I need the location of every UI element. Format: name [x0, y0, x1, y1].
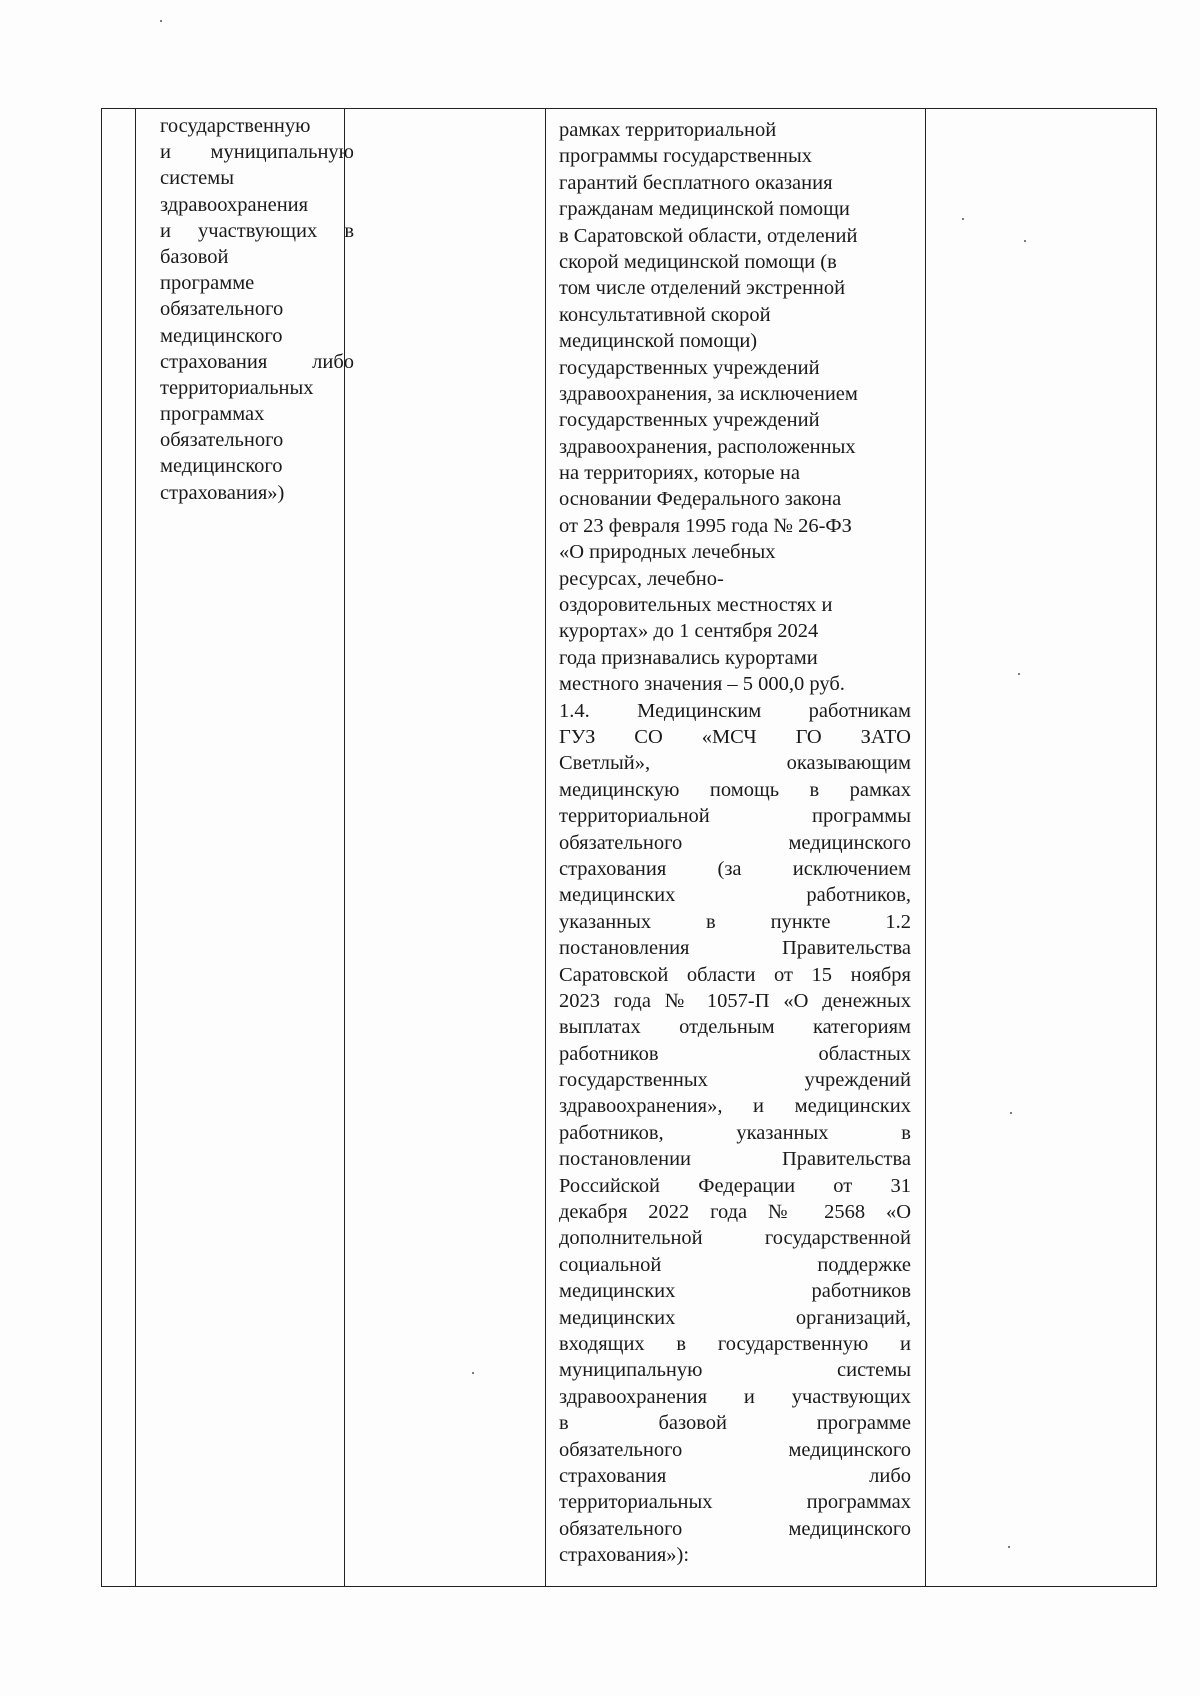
- text-line: курортах» до 1 сентября 2024: [559, 620, 819, 643]
- scan-speck: [160, 20, 162, 22]
- scan-speck: [472, 1372, 474, 1374]
- table-cell-column-4: [559, 117, 911, 1568]
- text-line: ресурсах, лечебно-: [559, 567, 724, 590]
- scan-speck: [1008, 1546, 1010, 1548]
- text-line: постановлении Правительства: [559, 1148, 911, 1171]
- text-line: медицинских работников: [559, 1280, 911, 1303]
- text-line: и муниципальную: [160, 141, 354, 164]
- text-line: 2023 года № 1057-П «О денежных: [559, 989, 911, 1012]
- text-line: в базовой программе: [559, 1412, 911, 1435]
- text-line: гражданам медицинской помощи: [559, 198, 850, 221]
- text-line: территориальной программы: [559, 805, 911, 828]
- text-line: обязательного: [160, 298, 284, 321]
- text-line: обязательного медицинского: [559, 831, 911, 854]
- scan-speck: [1018, 673, 1020, 675]
- text-line: обязательного медицинского: [559, 1517, 911, 1540]
- text-line: ГУЗ СО «МСЧ ГО ЗАТО: [559, 725, 911, 748]
- text-line: обязательного: [160, 429, 284, 452]
- text-line: том числе отделений экстренной: [559, 277, 846, 300]
- text-line: программе: [160, 272, 255, 295]
- text-line: «О природных лечебных: [559, 541, 776, 564]
- text-line: в Саратовской области, отделений: [559, 224, 858, 247]
- text-line: государственных учреждений: [559, 409, 820, 432]
- table-column-divider-1: [135, 109, 136, 1586]
- text-line: местного значения – 5 000,0 руб.: [559, 673, 845, 696]
- text-line: Светлый», оказывающим: [559, 752, 911, 775]
- text-line: социальной поддержке: [559, 1253, 911, 1276]
- text-line: здравоохранения, за исключением: [559, 382, 858, 405]
- text-line: 1.4. Медицинским работникам: [559, 699, 911, 722]
- text-line: указанных в пункте 1.2: [559, 910, 911, 933]
- text-line: территориальных: [160, 376, 314, 399]
- text-line: от 23 февраля 1995 года № 26-ФЗ: [559, 514, 852, 537]
- text-line: программы государственных: [559, 145, 812, 168]
- text-line: программах: [160, 403, 265, 426]
- text-line: страхования либо: [559, 1464, 911, 1487]
- text-line: оздоровительных местностях и: [559, 594, 833, 617]
- text-line: базовой: [160, 245, 229, 268]
- text-line: работников областных: [559, 1042, 911, 1065]
- text-line: медицинского: [160, 324, 283, 347]
- text-line: гарантий бесплатного оказания: [559, 171, 833, 194]
- text-line: страхования либо: [160, 350, 354, 373]
- table-column-divider-3: [545, 109, 546, 1586]
- text-line: здравоохранения: [160, 193, 309, 216]
- text-line: обязательного медицинского: [559, 1438, 911, 1461]
- text-line: скорой медицинской помощи (в: [559, 250, 837, 273]
- text-line: основании Федерального закона: [559, 488, 842, 511]
- text-line: работников, указанных в: [559, 1121, 911, 1144]
- text-line: здравоохранения», и медицинских: [559, 1095, 911, 1118]
- text-line: Российской Федерации от 31: [559, 1174, 911, 1197]
- text-line: на территориях, которые на: [559, 462, 800, 485]
- text-line: государственных учреждений: [559, 1069, 911, 1092]
- text-line: страхования (за исключением: [559, 857, 911, 880]
- text-line: медицинского: [160, 455, 283, 478]
- text-line: Саратовской области от 15 ноября: [559, 963, 911, 986]
- text-line: года признавались курортами: [559, 646, 818, 669]
- scan-speck: [1024, 240, 1026, 242]
- text-line: здравоохранения, расположенных: [559, 435, 856, 458]
- scan-speck: [962, 218, 964, 220]
- text-line: выплатах отдельным категориям: [559, 1016, 911, 1039]
- text-line: медицинских работников,: [559, 884, 911, 907]
- scan-speck: [1010, 1112, 1012, 1114]
- text-line: постановления Правительства: [559, 937, 911, 960]
- text-line: медицинскую помощь в рамках: [559, 778, 911, 801]
- text-line: территориальных программах: [559, 1491, 911, 1514]
- text-line: дополнительной государственной: [559, 1227, 911, 1250]
- text-line: страхования»): [160, 481, 285, 504]
- table-cell-column-2: [160, 113, 354, 506]
- text-line: здравоохранения и участвующих: [559, 1385, 911, 1408]
- text-line: консультативной скорой: [559, 303, 771, 326]
- text-line: медицинской помощи): [559, 330, 758, 353]
- text-line: муниципальную системы: [559, 1359, 911, 1382]
- document-table: [101, 108, 1157, 1587]
- text-line: страхования»):: [559, 1544, 690, 1567]
- table-column-divider-4: [925, 109, 926, 1586]
- text-line: государственную: [160, 115, 311, 137]
- text-line: декабря 2022 года № 2568 «О: [559, 1201, 911, 1224]
- text-line: медицинских организаций,: [559, 1306, 911, 1329]
- text-line: и участвующих в: [160, 219, 354, 242]
- text-line: рамках территориальной: [559, 119, 777, 141]
- text-line: системы: [160, 167, 234, 190]
- text-line: входящих в государственную и: [559, 1332, 911, 1355]
- text-line: государственных учреждений: [559, 356, 820, 379]
